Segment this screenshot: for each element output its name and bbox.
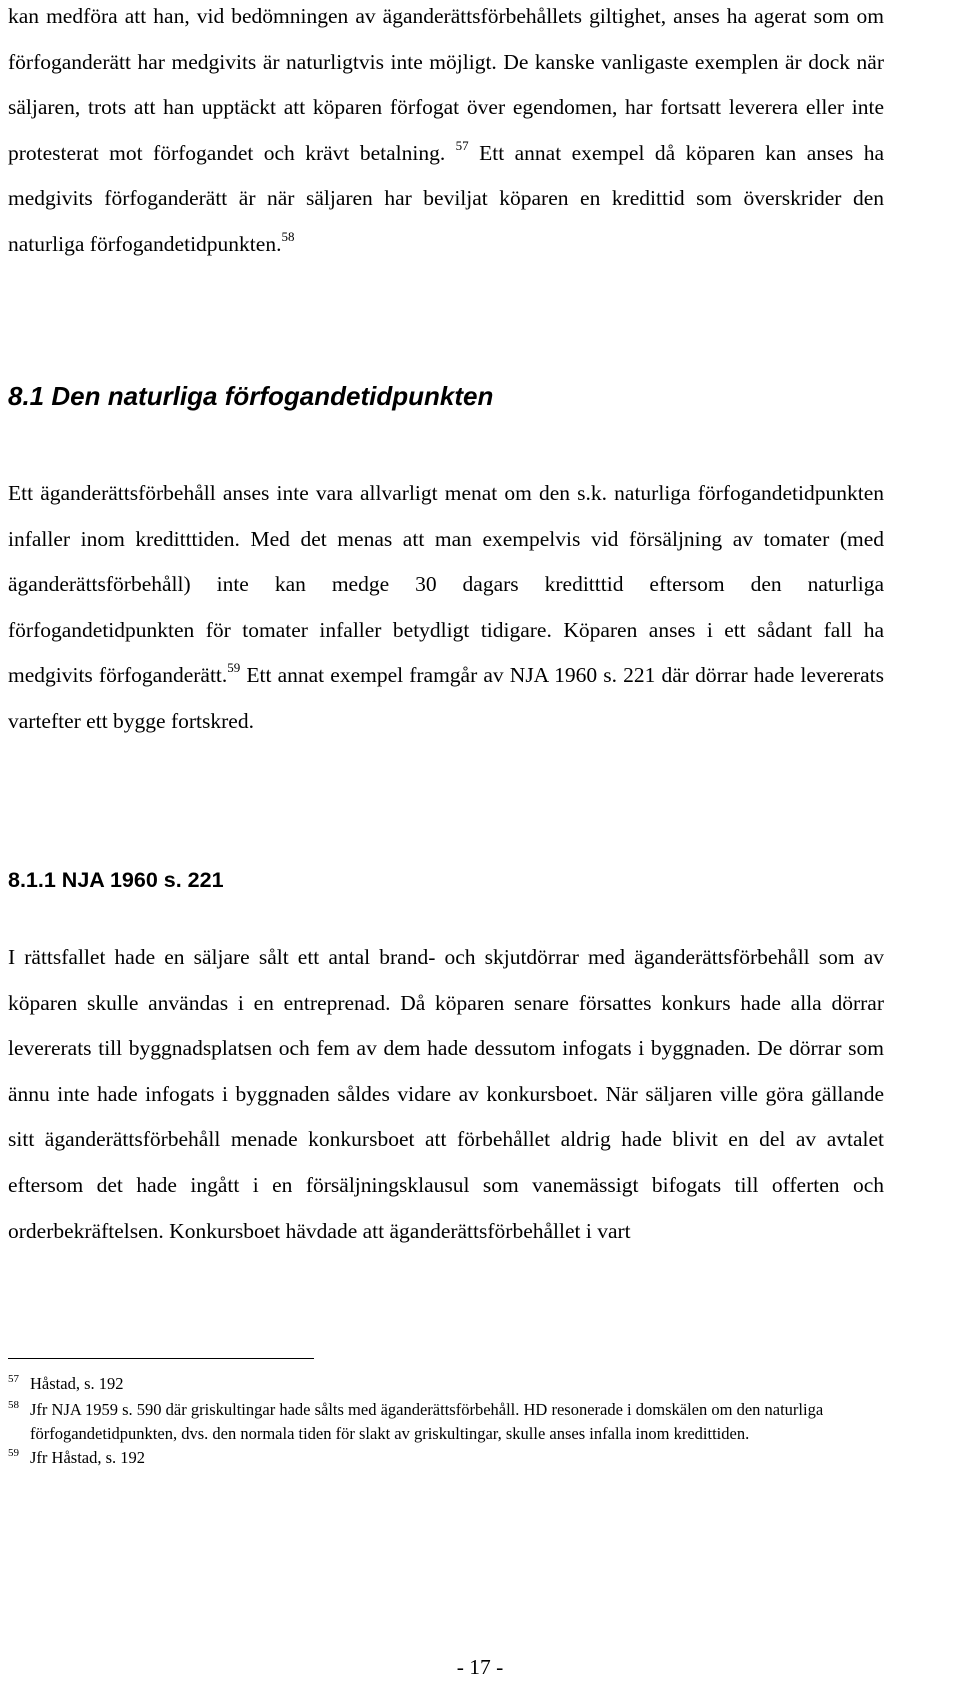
paragraph-text: Ett äganderättsförbehåll anses inte vara allvarligt menat om den s.k. naturliga förfogandetidpunkten infaller inom kreditttiden. Med det menas att man exempelvis vid försäljning av tomater (med äganderättsförbehåll) inte kan medge 30 dagars kreditttid eftersom den naturliga förfogandetidpunkten för tomater infaller betydligt tidigare. Köparen anses i ett sådant fall ha medgivits förfoganderätt. bbox=[8, 481, 884, 688]
footnotes bbox=[8, 1372, 888, 1472]
footnote-number: 57 bbox=[8, 1373, 19, 1385]
footnote-ref[interactable]: 58 bbox=[281, 228, 295, 244]
body-paragraph-3: I rättsfallet hade en säljare sålt ett antal brand- och skjutdörrar med äganderättsförbehåll som av köparen skulle användas i en entreprenad. Då köparen senare försattes konkurs hade alla dörrar levererats till byggnadsplatsen och fem av dem hade dessutom infogats i byggnaden. De dörrar som ännu inte hade infogats i byggnaden såldes vidare av konkursboet. När säljaren ville göra gällande sitt äganderättsförbehåll menade konkursboet att förbehållet aldrig hade blivit en del av avtalet eftersom det hade ingått i en försäljningsklausul som vanemässigt bifogats till offerten och orderbekräftelsen. Konkursboet hävdade att äganderättsförbehållet i vart bbox=[8, 945, 884, 1243]
footnote-ref[interactable]: 59 bbox=[227, 660, 241, 676]
paragraph-text: kan medföra att han, vid bedömningen av äganderättsförbehållets giltighet, anses ha agerat som om förfoganderätt har medgivits är naturligtvis inte möjligt. De kanske vanligaste exemplen är dock när säljaren, trots att han upptäckt att köparen förfogat över egendomen, har fortsatt leverera eller inte protesterat mot förfogandet och krävt betalning. bbox=[8, 4, 884, 165]
footnote bbox=[8, 1446, 888, 1472]
footnote-text: Jfr Håstad, s. 192 bbox=[30, 1448, 146, 1467]
footnote-text: Jfr NJA 1959 s. 590 där griskultingar hade sålts med äganderättsförbehåll. HD resonerade i domskälen om den naturliga förfogandetidpunkten, dvs. den normala tiden för slakt av griskultingar, skulle anses infalla inom kredittiden. bbox=[30, 1400, 824, 1443]
footnote-number: 58 bbox=[8, 1399, 19, 1411]
paragraph-text: Ett annat exempel framgår av NJA 1960 s. 221 där dörrar hade levererats vartefter ett bygge fortskred. bbox=[8, 663, 884, 733]
section-heading: 8.1 Den naturliga förfogandetidpunkten bbox=[8, 381, 494, 411]
footnote-number: 59 bbox=[8, 1447, 19, 1459]
footnote bbox=[8, 1372, 888, 1398]
body-paragraph-2 bbox=[8, 471, 884, 745]
paragraph-text: Ett annat exempel då köparen kan anses ha medgivits förfoganderätt är när säljaren har beviljat köparen en kredittid som överskrider den naturliga förfogandetidpunkten. bbox=[8, 140, 885, 256]
subsection-heading: 8.1.1 NJA 1960 s. 221 bbox=[8, 868, 224, 892]
footnote-text: Håstad, s. 192 bbox=[30, 1374, 124, 1393]
footnote-ref[interactable]: 57 bbox=[455, 137, 469, 153]
body-paragraph-1 bbox=[8, 0, 884, 268]
footnote bbox=[8, 1398, 888, 1446]
page-number: - 17 - bbox=[456, 1655, 504, 1679]
footnote-divider bbox=[8, 1358, 314, 1359]
